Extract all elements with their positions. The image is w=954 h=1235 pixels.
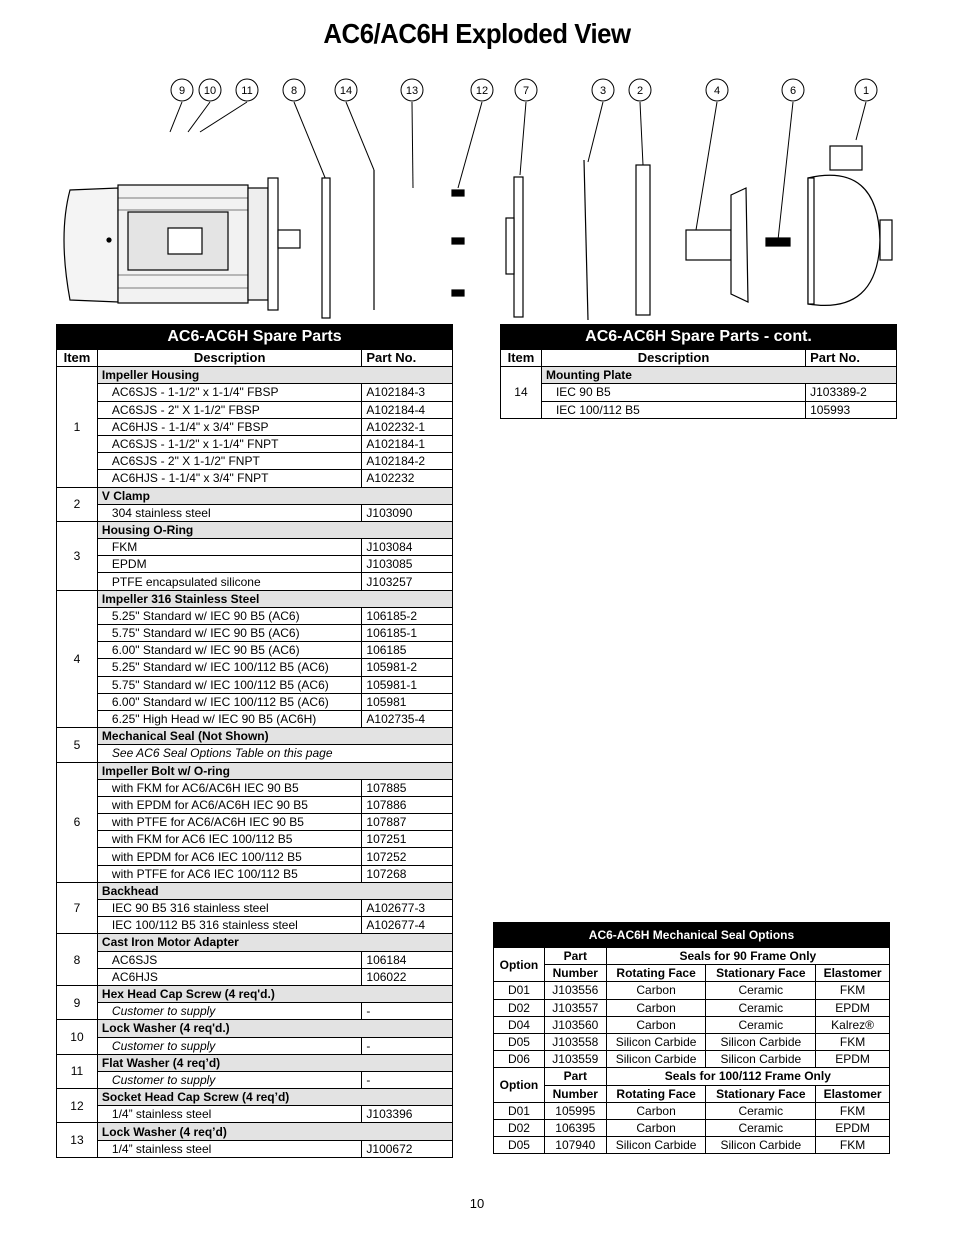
part-number: 106184	[362, 951, 453, 968]
part-description: AC6SJS - 1-1/2" x 1-1/4" FNPT	[97, 435, 361, 452]
item-number: 14	[501, 367, 542, 419]
part-description: with PTFE for AC6 IEC 100/112 B5	[97, 865, 361, 882]
part-description: with FKM for AC6 IEC 100/112 B5	[97, 831, 361, 848]
callout-1	[855, 79, 877, 140]
part-number: A102677-4	[362, 917, 453, 934]
part-description: AC6SJS - 2" X 1-1/2" FBSP	[97, 401, 361, 418]
mechanical-seal-options-table	[493, 922, 890, 1154]
part-header: Number	[544, 965, 606, 982]
callout-2	[629, 79, 651, 165]
table-row	[494, 1119, 890, 1136]
item-number: 10	[57, 1020, 98, 1054]
part-number: A102735-4	[362, 710, 453, 727]
part-number: 107268	[362, 865, 453, 882]
category-name: Socket Head Cap Screw (4 req’d)	[97, 1089, 452, 1106]
page-title: AC6/AC6H Exploded View	[323, 18, 631, 49]
seal-cell: 107940	[544, 1137, 606, 1154]
seal-cell: D05	[494, 1137, 545, 1154]
table-row	[57, 642, 453, 659]
part-number: -	[362, 1071, 453, 1088]
seal-cell: 106395	[544, 1119, 606, 1136]
seal-cell: D06	[494, 1051, 545, 1068]
seal-cell: Silicon Carbide	[706, 1137, 816, 1154]
part-description: 5.75" Standard w/ IEC 90 B5 (AC6)	[97, 625, 361, 642]
callout-7	[515, 79, 537, 175]
item-number: 12	[57, 1089, 98, 1123]
table-title: AC6-AC6H Spare Parts	[57, 325, 453, 350]
frame-heading: Seals for 90 Frame Only	[606, 948, 889, 965]
table-title: AC6-AC6H Mechanical Seal Options	[494, 923, 890, 948]
seal-cell: Kalrez®	[816, 1016, 890, 1033]
seal-cell: D01	[494, 1102, 545, 1119]
part-description: with EPDM for AC6 IEC 100/112 B5	[97, 848, 361, 865]
part-number: 105993	[806, 401, 897, 418]
seal-cell: Carbon	[606, 982, 706, 999]
category-name: Flat Washer (4 req’d)	[97, 1054, 452, 1071]
table-row	[494, 1137, 890, 1154]
seal-cell: J103558	[544, 1033, 606, 1050]
category-row	[57, 934, 453, 951]
seal-cell: Silicon Carbide	[606, 1051, 706, 1068]
seal-header-row	[494, 1068, 890, 1085]
spare-parts-cont-table	[500, 324, 897, 419]
callout-label: 1	[862, 85, 870, 97]
part-number: A102184-4	[362, 401, 453, 418]
callout-label: 3	[599, 85, 607, 97]
category-name: Impeller 316 Stainless Steel	[97, 590, 452, 607]
table-row	[57, 453, 453, 470]
part-number: J103389-2	[806, 384, 897, 401]
pump-drawing	[64, 146, 892, 320]
part-description: 5.75" Standard w/ IEC 100/112 B5 (AC6)	[97, 676, 361, 693]
category-name: Lock Washer (4 req’d)	[97, 1123, 452, 1140]
part-number: 107886	[362, 796, 453, 813]
part-description: FKM	[97, 539, 361, 556]
part-number: 106022	[362, 968, 453, 985]
item-number: 9	[57, 985, 98, 1019]
seal-cell: Ceramic	[706, 1016, 816, 1033]
category-row	[57, 1020, 453, 1037]
table-row	[57, 573, 453, 590]
category-row	[57, 882, 453, 899]
part-number: 106185	[362, 642, 453, 659]
callout-3	[588, 79, 614, 162]
table-row	[57, 779, 453, 796]
category-name: Backhead	[97, 882, 452, 899]
seal-cell: Ceramic	[706, 1119, 816, 1136]
part-description: AC6SJS - 1-1/2" x 1-1/4" FBSP	[97, 384, 361, 401]
part-number: J103090	[362, 504, 453, 521]
part-description: AC6HJS - 1-1/4" x 3/4" FNPT	[97, 470, 361, 487]
table-row	[57, 900, 453, 917]
part-description: AC6SJS	[97, 951, 361, 968]
item-number: 2	[57, 487, 98, 521]
seal-cell: Ceramic	[706, 982, 816, 999]
table-row	[57, 556, 453, 573]
part-description: 6.00" Standard w/ IEC 90 B5 (AC6)	[97, 642, 361, 659]
seal-cell: Silicon Carbide	[706, 1051, 816, 1068]
part-number: 106185-1	[362, 625, 453, 642]
part-number: 107887	[362, 814, 453, 831]
seal-cell: D05	[494, 1033, 545, 1050]
seal-cell: EPDM	[816, 999, 890, 1016]
part-description: 5.25" Standard w/ IEC 90 B5 (AC6)	[97, 607, 361, 624]
callout-label: 6	[789, 85, 797, 97]
table-row	[57, 814, 453, 831]
category-row	[57, 1054, 453, 1071]
table-row	[57, 384, 453, 401]
category-name: Mounting Plate	[541, 367, 896, 384]
part-number: A102184-3	[362, 384, 453, 401]
seal-cell: Silicon Carbide	[606, 1033, 706, 1050]
table-row	[57, 951, 453, 968]
table-row	[57, 659, 453, 676]
part-description: Customer to supply	[97, 1037, 361, 1054]
part-number: A102232	[362, 470, 453, 487]
table-row	[57, 693, 453, 710]
part-description: EPDM	[97, 556, 361, 573]
part-number: 106185-2	[362, 607, 453, 624]
seal-cell: FKM	[816, 1102, 890, 1119]
seal-cell: Carbon	[606, 999, 706, 1016]
part-description: AC6SJS - 2" X 1-1/2" FNPT	[97, 453, 361, 470]
seal-header-row	[494, 948, 890, 965]
part-description: 1/4” stainless steel	[97, 1140, 361, 1157]
table-row	[494, 1051, 890, 1068]
part-number: A102677-3	[362, 900, 453, 917]
seal-cell: J103556	[544, 982, 606, 999]
seal-cell: J103559	[544, 1051, 606, 1068]
part-number: 105981	[362, 693, 453, 710]
column-header: Stationary Face	[706, 1085, 816, 1102]
table-row	[57, 968, 453, 985]
item-number: 3	[57, 521, 98, 590]
part-number: 105981-2	[362, 659, 453, 676]
exploded-view-diagram	[48, 70, 908, 320]
category-name: Impeller Housing	[97, 367, 452, 384]
category-row	[57, 1089, 453, 1106]
callout-label: 2	[636, 85, 644, 97]
table-row	[57, 710, 453, 727]
category-name: Hex Head Cap Screw (4 req'd.)	[97, 985, 452, 1002]
table-row	[57, 1106, 453, 1123]
table-row	[57, 831, 453, 848]
column-header: Rotating Face	[606, 965, 706, 982]
part-description: with FKM for AC6/AC6H IEC 90 B5	[97, 779, 361, 796]
part-header: Part	[544, 948, 606, 965]
part-number: 107252	[362, 848, 453, 865]
column-header: Elastomer	[816, 965, 890, 982]
item-number: 1	[57, 367, 98, 487]
category-row	[57, 1123, 453, 1140]
callout-8	[283, 79, 326, 180]
part-number: J103085	[362, 556, 453, 573]
part-number: -	[362, 1037, 453, 1054]
seal-cell: EPDM	[816, 1051, 890, 1068]
callout-label: 4	[713, 85, 721, 97]
table-title: AC6-AC6H Spare Parts - cont.	[501, 325, 897, 350]
category-row	[57, 487, 453, 504]
part-number: J103396	[362, 1106, 453, 1123]
col-header-part-no: Part No.	[362, 350, 453, 367]
seal-cell: J103557	[544, 999, 606, 1016]
callout-6	[778, 79, 804, 240]
seal-header-row	[494, 965, 890, 982]
callout-12	[458, 79, 493, 188]
table-row	[494, 999, 890, 1016]
part-description: See AC6 Seal Options Table on this page	[97, 745, 452, 762]
table-row	[57, 435, 453, 452]
part-number: J103084	[362, 539, 453, 556]
part-description: IEC 100/112 B5	[541, 401, 805, 418]
part-number: 107885	[362, 779, 453, 796]
callout-label: 12	[475, 85, 489, 97]
category-name: Impeller Bolt w/ O-ring	[97, 762, 452, 779]
item-number: 5	[57, 728, 98, 762]
item-number: 6	[57, 762, 98, 882]
callout-label: 13	[405, 85, 419, 97]
part-description: IEC 90 B5	[541, 384, 805, 401]
part-number: A102232-1	[362, 418, 453, 435]
table-row	[57, 865, 453, 882]
category-name: Lock Washer (4 req'd.)	[97, 1020, 452, 1037]
callout-label: 11	[241, 85, 253, 97]
col-header-description: Description	[541, 350, 805, 367]
seal-cell: FKM	[816, 982, 890, 999]
seal-cell: EPDM	[816, 1119, 890, 1136]
part-description: AC6HJS	[97, 968, 361, 985]
table-row	[57, 401, 453, 418]
seal-cell: Silicon Carbide	[606, 1137, 706, 1154]
part-description: 6.00" Standard w/ IEC 100/112 B5 (AC6)	[97, 693, 361, 710]
seal-cell: J103560	[544, 1016, 606, 1033]
callout-label: 7	[522, 85, 530, 97]
table-row	[501, 401, 897, 418]
seal-cell: D01	[494, 982, 545, 999]
table-row	[494, 982, 890, 999]
part-number: 105981-1	[362, 676, 453, 693]
category-row	[57, 728, 453, 745]
table-row	[57, 1003, 453, 1020]
seal-cell: Ceramic	[706, 999, 816, 1016]
category-row	[57, 590, 453, 607]
seal-cell: Ceramic	[706, 1102, 816, 1119]
table-row	[57, 1071, 453, 1088]
part-description: with PTFE for AC6/AC6H IEC 90 B5	[97, 814, 361, 831]
callout-9	[170, 79, 193, 132]
table-row	[57, 539, 453, 556]
option-header: Option	[494, 1068, 545, 1102]
seal-cell: FKM	[816, 1033, 890, 1050]
table-row	[494, 1016, 890, 1033]
seal-cell: Silicon Carbide	[706, 1033, 816, 1050]
part-description: PTFE encapsulated silicone	[97, 573, 361, 590]
table-row	[57, 1037, 453, 1054]
callout-label: 10	[203, 85, 217, 97]
part-number: 107251	[362, 831, 453, 848]
column-header: Rotating Face	[606, 1085, 706, 1102]
seal-cell: D02	[494, 1119, 545, 1136]
seal-cell: Carbon	[606, 1119, 706, 1136]
seal-cell: D02	[494, 999, 545, 1016]
part-description: 1/4” stainless steel	[97, 1106, 361, 1123]
table-row	[57, 470, 453, 487]
col-header-item: Item	[57, 350, 98, 367]
table-row	[57, 504, 453, 521]
column-header: Stationary Face	[706, 965, 816, 982]
table-row	[57, 607, 453, 624]
table-row	[494, 1033, 890, 1050]
item-number: 11	[57, 1054, 98, 1088]
seal-cell: Carbon	[606, 1102, 706, 1119]
part-description: IEC 90 B5 316 stainless steel	[97, 900, 361, 917]
callout-14	[335, 79, 374, 170]
part-description: Customer to supply	[97, 1071, 361, 1088]
part-description: with EPDM for AC6/AC6H IEC 90 B5	[97, 796, 361, 813]
part-description: IEC 100/112 B5 316 stainless steel	[97, 917, 361, 934]
col-header-description: Description	[97, 350, 361, 367]
part-number: A102184-1	[362, 435, 453, 452]
seal-cell: 105995	[544, 1102, 606, 1119]
part-number: J103257	[362, 573, 453, 590]
item-number: 8	[57, 934, 98, 986]
seal-cell: Carbon	[606, 1016, 706, 1033]
option-header: Option	[494, 948, 545, 982]
category-row	[57, 367, 453, 384]
col-header-item: Item	[501, 350, 542, 367]
column-header: Elastomer	[816, 1085, 890, 1102]
part-number: A102184-2	[362, 453, 453, 470]
part-description: AC6HJS - 1-1/4" x 3/4" FBSP	[97, 418, 361, 435]
category-row	[501, 367, 897, 384]
callout-label: 14	[339, 85, 353, 97]
category-name: Housing O-Ring	[97, 521, 452, 538]
col-header-part-no: Part No.	[806, 350, 897, 367]
part-description: 304 stainless steel	[97, 504, 361, 521]
table-row	[57, 848, 453, 865]
category-name: Cast Iron Motor Adapter	[97, 934, 452, 951]
callout-label: 8	[290, 85, 298, 97]
item-number: 4	[57, 590, 98, 728]
part-number: -	[362, 1003, 453, 1020]
table-row	[57, 917, 453, 934]
item-number: 13	[57, 1123, 98, 1157]
seal-cell: D04	[494, 1016, 545, 1033]
part-description: 5.25" Standard w/ IEC 100/112 B5 (AC6)	[97, 659, 361, 676]
table-row	[494, 1102, 890, 1119]
item-number: 7	[57, 882, 98, 934]
category-row	[57, 985, 453, 1002]
callout-4	[696, 79, 728, 230]
spare-parts-table	[56, 324, 453, 1158]
callout-13	[401, 79, 423, 188]
table-row	[57, 796, 453, 813]
page-number: 10	[469, 1196, 485, 1211]
part-number: J100672	[362, 1140, 453, 1157]
seal-header-row	[494, 1085, 890, 1102]
frame-heading: Seals for 100/112 Frame Only	[606, 1068, 889, 1085]
table-row	[501, 384, 897, 401]
part-header: Part	[544, 1068, 606, 1085]
table-row	[57, 625, 453, 642]
table-row	[57, 418, 453, 435]
category-name: Mechanical Seal (Not Shown)	[97, 728, 452, 745]
category-row	[57, 521, 453, 538]
part-header: Number	[544, 1085, 606, 1102]
category-row	[57, 762, 453, 779]
table-row	[57, 745, 453, 762]
part-description: 6.25" High Head w/ IEC 90 B5 (AC6H)	[97, 710, 361, 727]
table-row	[57, 676, 453, 693]
seal-cell: FKM	[816, 1137, 890, 1154]
category-name: V Clamp	[97, 487, 452, 504]
callout-label: 9	[178, 85, 186, 97]
table-row	[57, 1140, 453, 1157]
part-description: Customer to supply	[97, 1003, 361, 1020]
